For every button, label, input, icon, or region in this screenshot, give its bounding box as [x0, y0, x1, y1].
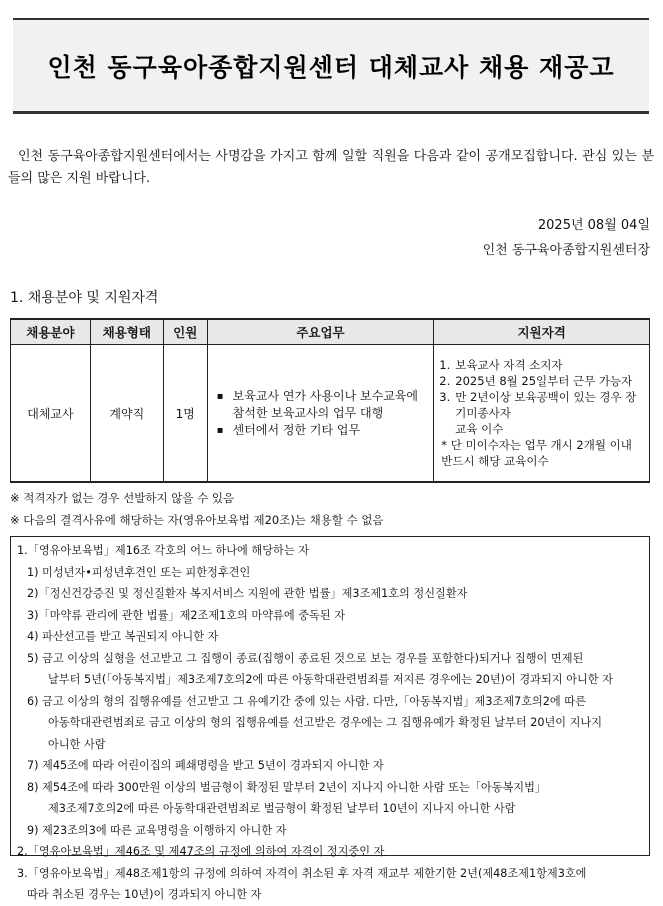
- cell-duties: [207, 345, 434, 483]
- intro-paragraph: 인천 동구육아종합지원센터에서는 사명감을 가지고 함께 일할 직원을 다음과 같이 공개모집합니다. 관심 있는 분들의 많은 지원 바랍니다.: [8, 149, 654, 186]
- header-field: 채용분야: [11, 319, 91, 345]
- qualification-number: 3.: [439, 390, 451, 404]
- table-header-row: [11, 319, 650, 345]
- list-item: 3.「영유아보육법」제48조제1항의 규정에 의하여 자격이 취소된 후 자격 재교부 제한기한 2년(제48조제1항제3호에: [17, 866, 587, 880]
- list-item: 2.「영유아보육법」제46조 및 제47조의 규정에 의하여 자격이 정지중인 자: [17, 845, 385, 858]
- header-qualifications: 지원자격: [434, 319, 650, 345]
- list-item: 1) 미성년자•피성년후견인 또는 피한정후견인: [27, 565, 251, 579]
- header-count: 인원: [163, 319, 207, 345]
- header-type: 채용형태: [90, 319, 163, 345]
- note-line: ※ 적격자가 없는 경우 선발하지 않을 수 있음: [10, 491, 235, 505]
- note-line: ※ 다음의 결격사유에 해당하는 자(영유아보육법 제20조)는 채용할 수 없음: [10, 513, 384, 527]
- header-duties: 주요업무: [207, 319, 434, 345]
- cell-field: 대체교사: [11, 345, 91, 483]
- list-item: 1.「영유아보육법」제16조 각호의 어느 하나에 해당하는 자: [17, 544, 310, 557]
- table-row: [11, 345, 650, 483]
- qualification-number: 1.: [439, 358, 451, 372]
- list-item: 3)「마약류 관리에 관한 법률」제2조제1호의 마약류에 중독된 자: [27, 608, 345, 622]
- duty-item: ▪ 센터에서 정한 기타 업무: [213, 422, 427, 439]
- cell-qualifications: [434, 345, 650, 483]
- list-item: 날부터 5년(「아동복지법」제3조제7호의2에 따른 아동학대관련범죄를 저지른 경우에는 20년)이 경과되지 아니한 자: [48, 673, 613, 686]
- duty-item: ▪ 보육교사 연가 사용이나 보수교육에 참석한 보육교사의 업무 대행: [213, 388, 427, 422]
- list-item: 제3조제7호의2에 따른 아동학대관련범죄로 벌금형이 확정된 날부터 10년이 지나지 아니한 사람: [48, 802, 516, 815]
- qualification-sub: 교육 이수: [455, 422, 504, 436]
- cell-count: 1명: [163, 345, 207, 483]
- section-title: 1. 채용분야 및 지원자격: [10, 290, 159, 306]
- qualification-item: 2025년 8월 25일부터 근무 가능자: [455, 374, 633, 388]
- disqualification-box: [10, 536, 650, 901]
- announcement-date: 2025년 08월 04일: [537, 218, 650, 233]
- list-item: 9) 제23조의3에 따른 교육명령을 이행하지 아니한 자: [27, 823, 287, 837]
- issuer-name: 인천 동구육아종합지원센터장: [482, 243, 650, 258]
- list-item: 6) 금고 이상의 형의 집행유예를 선고받고 그 유예기간 중에 있는 사람. 다만,「아동복지법」제3조제7호의2에 따른: [27, 694, 586, 708]
- recruitment-table: [10, 318, 650, 483]
- list-item: 4) 파산선고를 받고 복권되지 아니한 자: [27, 630, 219, 643]
- qualification-number: 2.: [439, 374, 451, 388]
- list-item: 아동학대관련범죄로 금고 이상의 형의 집행유예를 선고받은 경우에는 그 집행유예가 확정된 날부터 20년이 지나지: [48, 716, 603, 729]
- page-title: 인천 동구육아종합지원센터 대체교사 채용 재공고: [47, 52, 615, 82]
- list-item: 아니한 사람: [48, 737, 106, 751]
- list-item: 7) 제45조에 따라 어린이집의 폐쇄명령을 받고 5년이 경과되지 아니한 자: [27, 759, 384, 772]
- title-banner: [13, 18, 649, 114]
- qualification-item: 보육교사 자격 소지자: [455, 358, 563, 372]
- list-item: 2)「정신건강증진 및 정신질환자 복지서비스 지원에 관한 법률」제3조제1호의 정신질환자: [27, 587, 468, 600]
- list-item: 따라 취소된 경우는 10년)이 경과되지 아니한 자: [27, 888, 262, 901]
- list-item: 8) 제54조에 따라 300만원 이상의 벌금형이 확정된 말부터 2년이 지나지 아니한 사람 또는「아동복지법」: [27, 780, 547, 794]
- cell-type: 계약직: [90, 345, 163, 483]
- qualification-note: * 단 미이수자는 업무 개시 2개월 이내 반드시 해당 교육이수: [441, 438, 632, 468]
- list-item: 5) 금고 이상의 실형을 선고받고 그 집행이 종료(집행이 종료된 것으로 보는 경우를 포함한다)되거나 집행이 면제된: [27, 651, 584, 665]
- qualification-item: 만 2년이상 보육공백이 있는 경우 장기미종사자: [455, 390, 637, 420]
